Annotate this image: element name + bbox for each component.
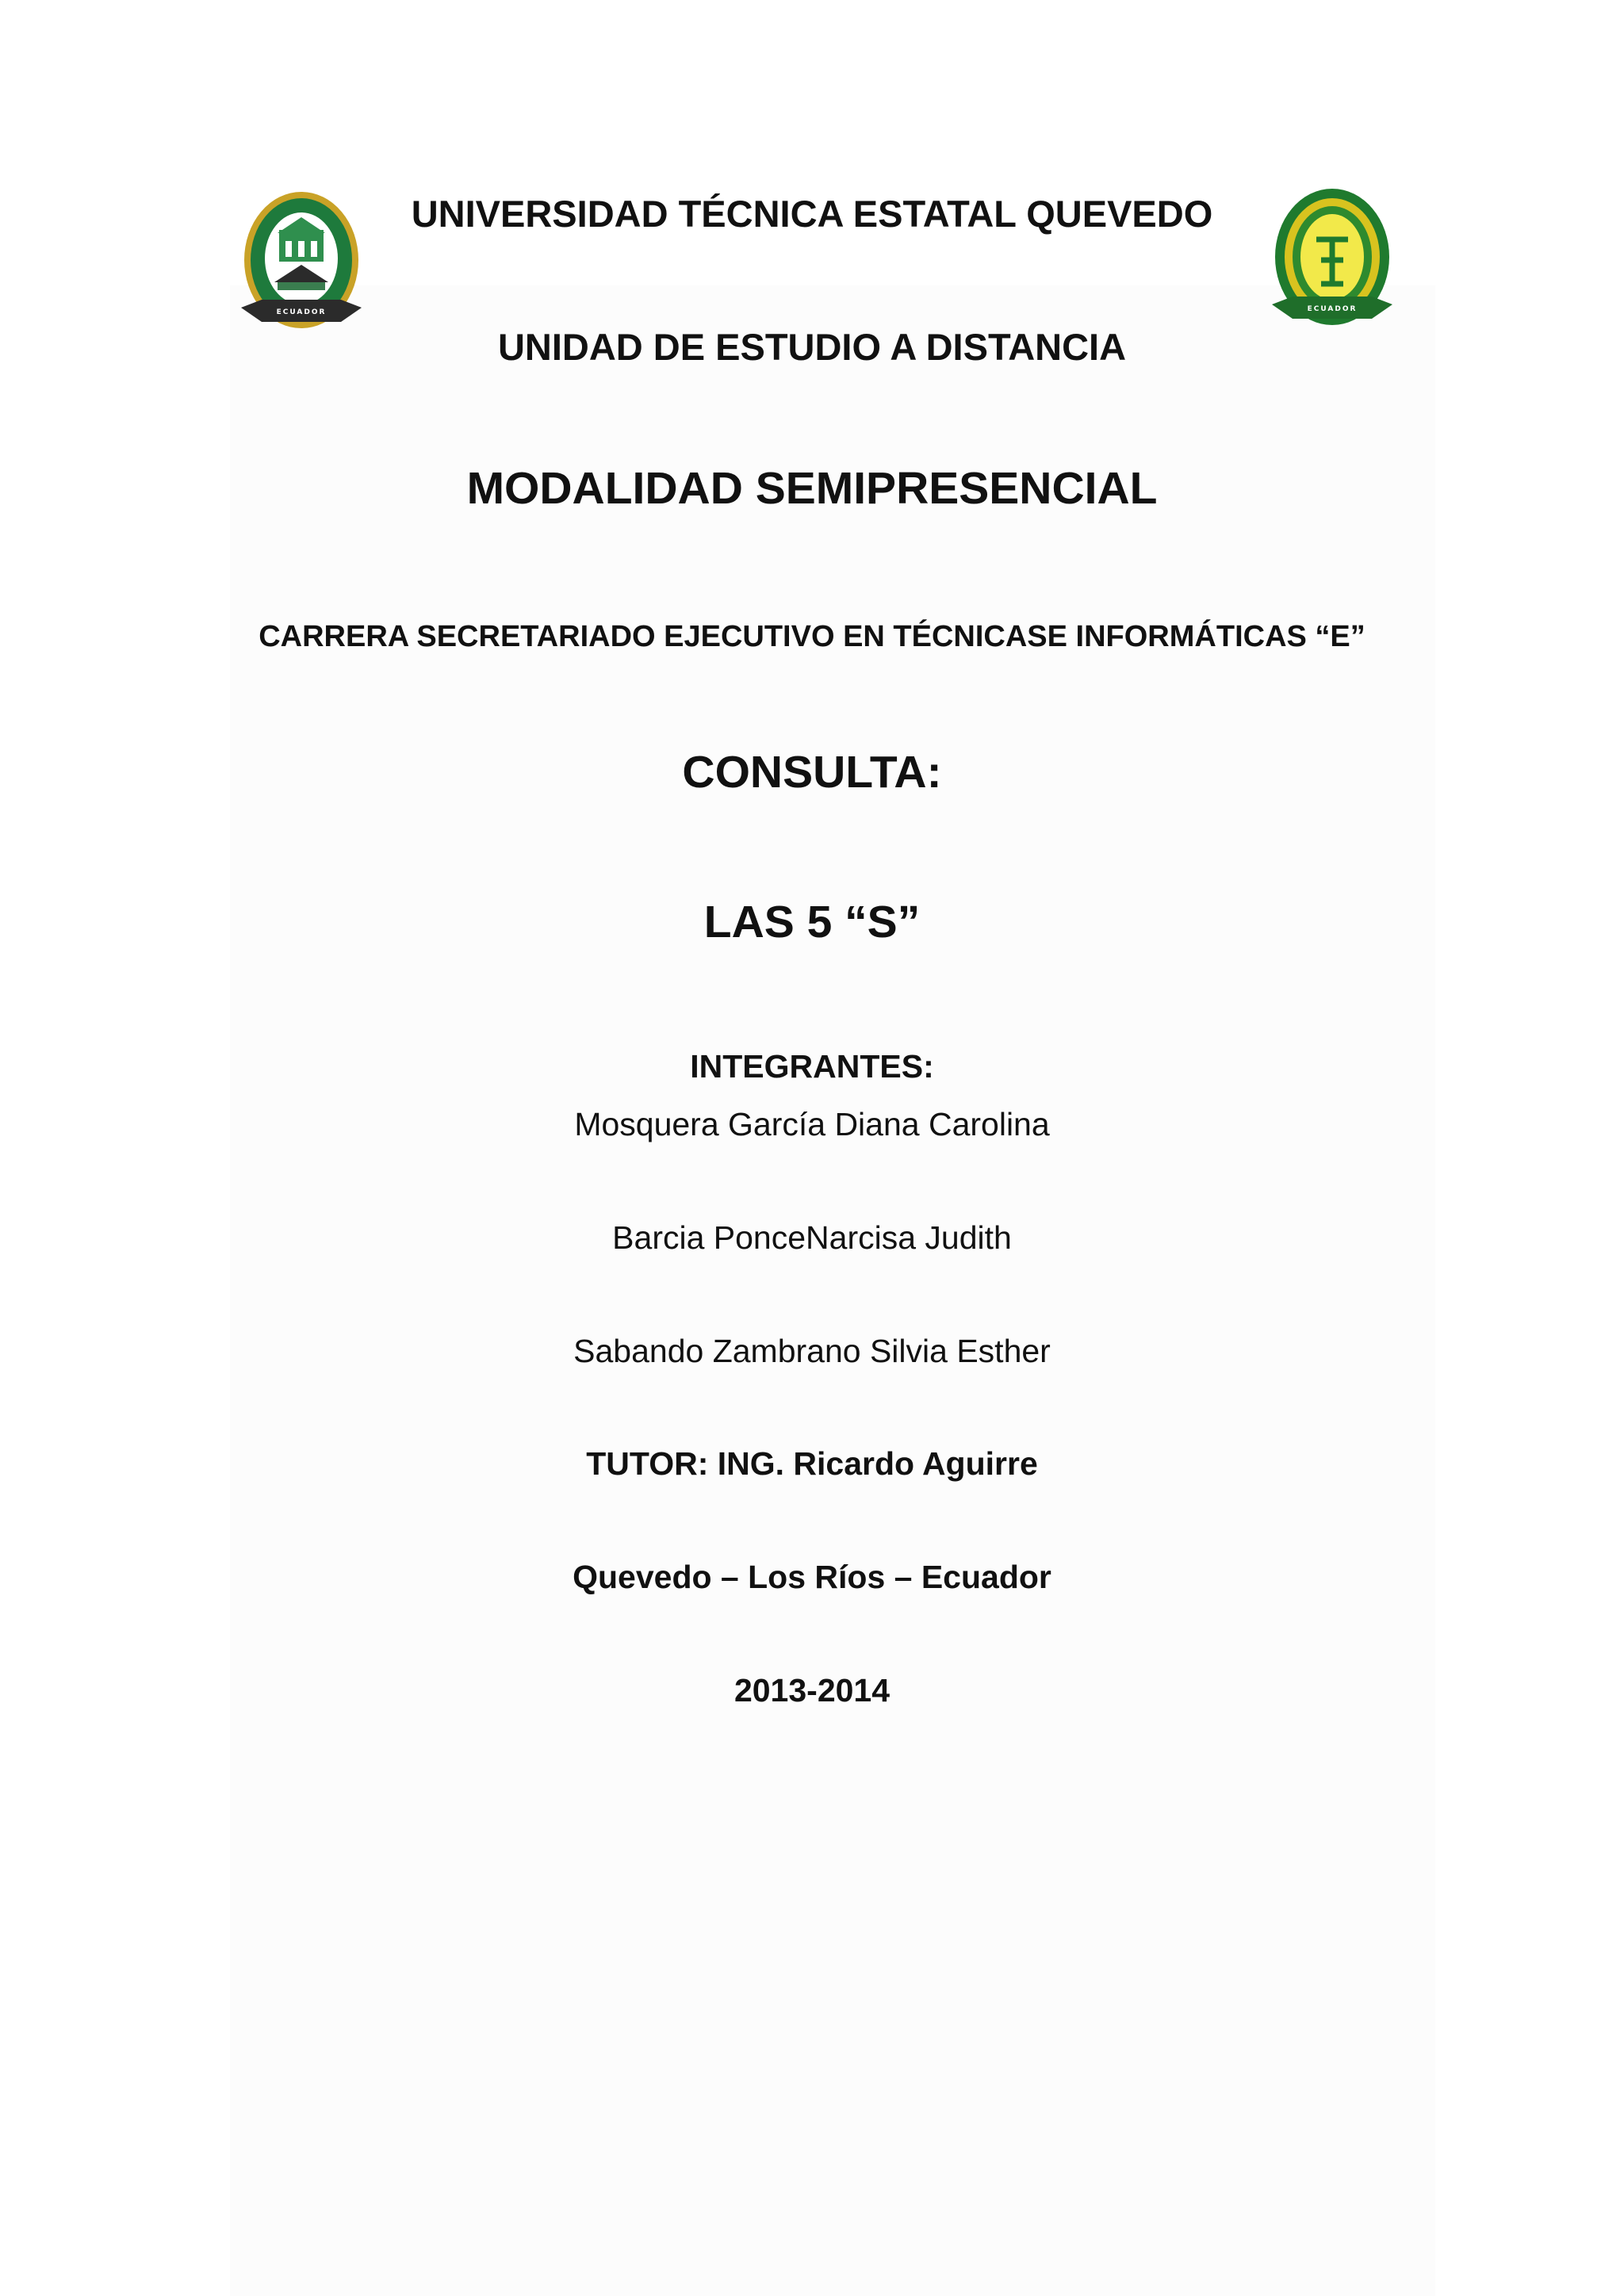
- member-name: Sabando Zambrano Silvia Esther: [573, 1333, 1051, 1369]
- university-name: UNIVERSIDAD TÉCNICA ESTATAL QUEVEDO: [411, 193, 1213, 235]
- member-name: Mosquera García Diana Carolina: [574, 1106, 1050, 1142]
- document-topic: LAS 5 “S”: [703, 897, 921, 947]
- academic-year: 2013-2014: [733, 1672, 891, 1709]
- member-name: Barcia PonceNarcisa Judith: [612, 1219, 1012, 1256]
- modality-title: MODALIDAD SEMIPRESENCIAL: [466, 463, 1158, 514]
- career-title: CARRERA SECRETARIADO EJECUTIVO EN TÉCNICASE INFORMÁTICAS “E”: [259, 620, 1365, 653]
- document-heading: CONSULTA:: [682, 747, 942, 798]
- members-label: INTEGRANTES:: [690, 1048, 934, 1085]
- unit-name: UNIDAD DE ESTUDIO A DISTANCIA: [497, 326, 1127, 368]
- tutor-line: TUTOR: ING. Ricardo Aguirre: [586, 1445, 1038, 1482]
- page-background: [230, 285, 1435, 2296]
- seal-ribbon-text: ECUADOR: [276, 308, 327, 316]
- seal-ribbon-text: ECUADOR: [1307, 305, 1358, 313]
- location-line: Quevedo – Los Ríos – Ecuador: [573, 1559, 1051, 1595]
